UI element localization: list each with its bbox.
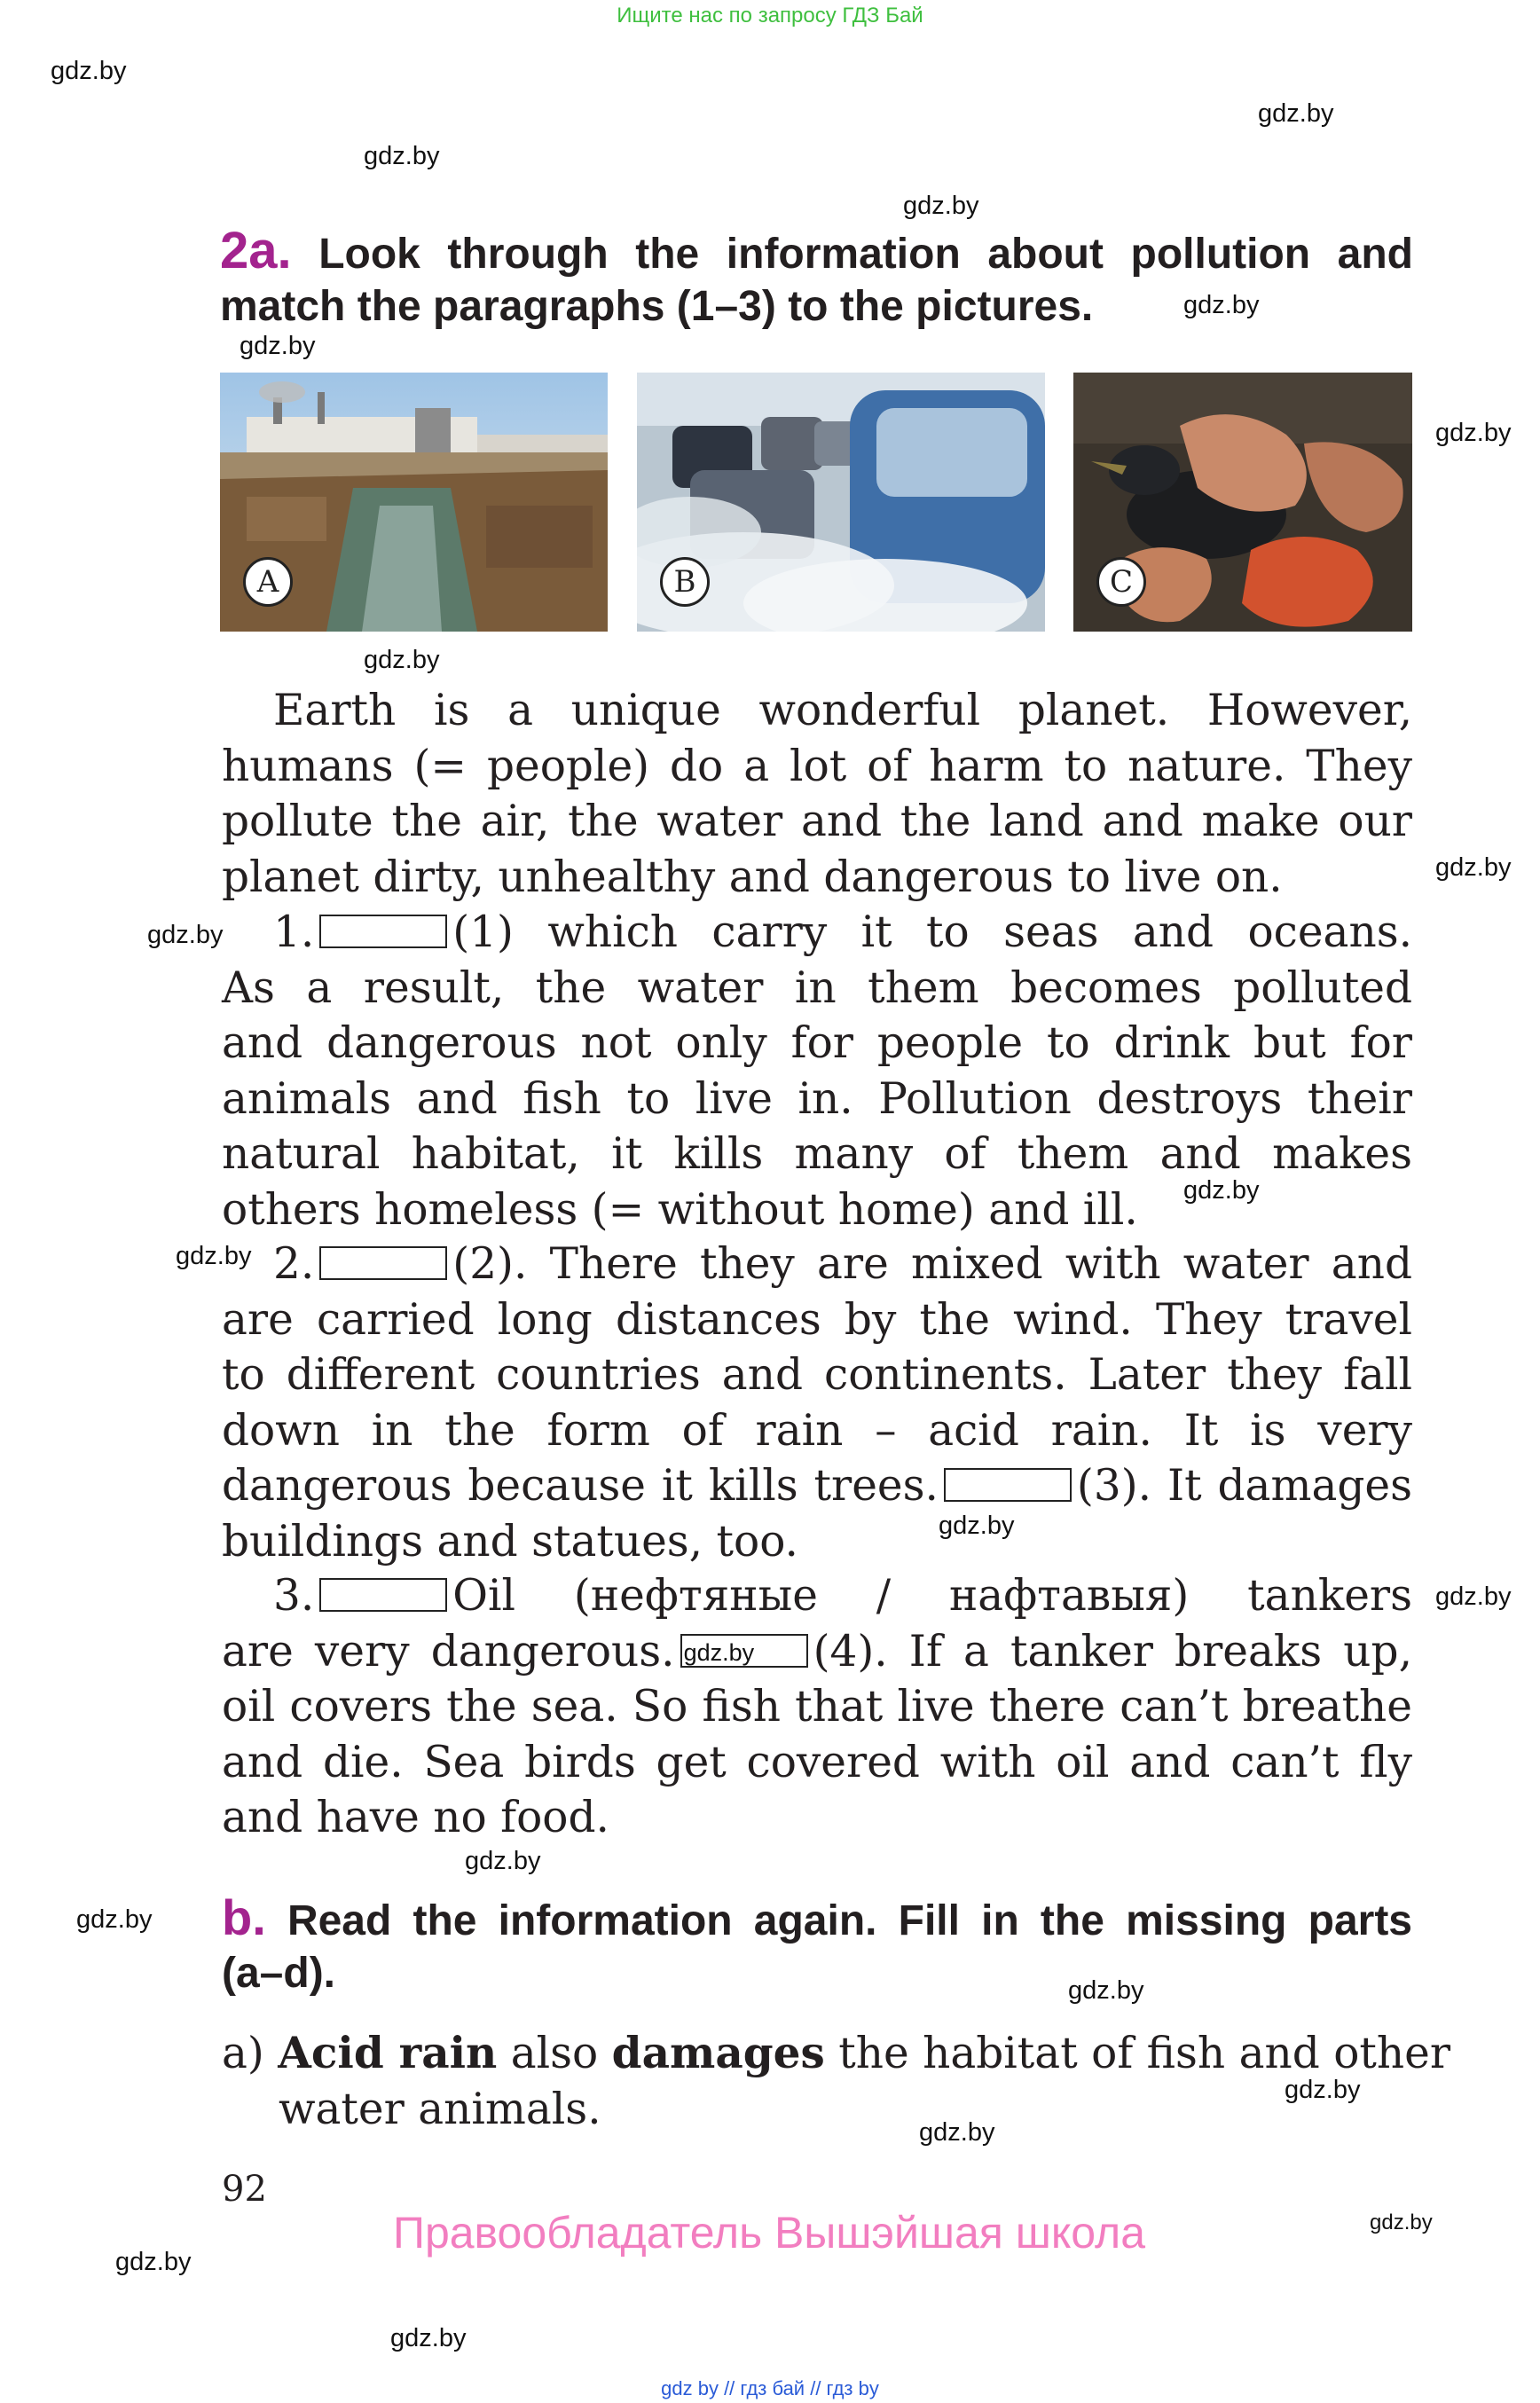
watermark: gdz.by [1183, 1176, 1260, 1205]
text-line: pollute the air, the water and the land and make our [222, 797, 1412, 846]
picture-a [220, 373, 608, 632]
text-line: animals and fish to live in. Pollution destroys their [222, 1073, 1412, 1124]
watermark: gdz.by [364, 646, 440, 674]
paragraph-text: (3). It damages [1076, 1461, 1412, 1511]
watermark: gdz.by [465, 1847, 541, 1875]
paragraph-text: (2). There they are mixed with water and [452, 1239, 1412, 1289]
paragraph-1 [222, 905, 1412, 1237]
exercise-b-heading [222, 1891, 1412, 1999]
page-number: 92 [222, 2169, 267, 2210]
paragraph-text: are very dangerous. [222, 1626, 675, 1677]
text-line: natural habitat, it kills many of them and makes [222, 1129, 1412, 1179]
exercise-2a-heading [220, 224, 1413, 333]
blank-box-3 [944, 1468, 1072, 1502]
blank-box-1 [319, 915, 447, 948]
watermark: gdz.by [390, 2324, 467, 2352]
text-line: down in the form of rain – acid rain. It is very [222, 1405, 1412, 1456]
paragraph-2 [222, 1237, 1412, 1569]
watermark: gdz.by [683, 1638, 755, 1666]
watermark: gdz.by [1285, 2076, 1361, 2104]
text-line [222, 1237, 1412, 1292]
text-line: oil covers the sea. So fish that live there can’t breathe [222, 1682, 1412, 1732]
text-line [222, 905, 1412, 961]
blank-box-2 [319, 1246, 447, 1280]
text-line: are carried long distances by the wind. They travel [222, 1294, 1412, 1345]
picture-c [1073, 373, 1412, 632]
answer-text: the habitat of fish and other [838, 2029, 1451, 2078]
text-line: water animals. [279, 2084, 601, 2134]
picture-label: C [1096, 557, 1146, 607]
answer-text: also [510, 2029, 599, 2078]
watermark: gdz.by [240, 332, 316, 360]
watermark: gdz.by [176, 1242, 252, 1270]
paragraph-number: 2. [273, 1239, 315, 1289]
watermark: gdz.by [1183, 291, 1260, 319]
watermark: gdz.by [903, 192, 979, 220]
text-line: planet dirty, unhealthy and dangerous to live on. [222, 852, 1283, 902]
answer-a [222, 2026, 1451, 2137]
instruction-text: (a–d). [222, 1950, 336, 1997]
bold-term: damages [611, 2028, 825, 2078]
paragraph-number: 1. [273, 907, 315, 957]
watermark: gdz.by [115, 2248, 192, 2276]
watermark: gdz.by [1435, 853, 1512, 882]
instruction-text: Look through the information about pollution and [318, 231, 1413, 278]
top-search-note: Ищите нас по запросу ГДЗ Бай [617, 4, 923, 27]
text-line: and die. Sea birds get covered with oil and can’t fly [222, 1737, 1412, 1787]
bold-term: Acid rain [278, 2028, 498, 2078]
footer-links[interactable]: gdz by // гдз бай // гдз by [661, 2377, 879, 2399]
intro-paragraph [222, 683, 1412, 905]
text-line: and dangerous not only for people to drink but for [222, 1018, 1412, 1068]
text-line [222, 2026, 1451, 2082]
blank-box-4 [319, 1578, 447, 1612]
picture-label: B [660, 557, 710, 607]
watermark: gdz.by [1435, 1582, 1512, 1611]
text-line: to different countries and continents. Later they fall [222, 1350, 1412, 1400]
watermark: gdz.by [51, 57, 127, 85]
watermark: gdz.by [1068, 1976, 1144, 2005]
text-line [222, 1568, 1412, 1624]
text-line: others homeless (= without home) and ill. [222, 1184, 1138, 1235]
watermark: gdz.by [364, 142, 440, 170]
watermark: gdz.by [76, 1905, 153, 1934]
watermark: gdz.by [1258, 99, 1334, 128]
instruction-text: match the paragraphs (1–3) to the pictures. [220, 283, 1094, 330]
text-line: and have no food. [222, 1793, 609, 1842]
paragraph-text: dangerous because it kills trees. [222, 1461, 939, 1511]
text-line: humans (= people) do a lot of harm to nature. They [222, 741, 1412, 791]
text-line [222, 1624, 1412, 1680]
text-line: Earth is a unique wonderful planet. However, [273, 686, 1412, 735]
rights-holder: Правообладатель Вышэйшая школа [393, 2208, 1145, 2258]
picture-label: A [243, 557, 293, 607]
text-line: As a result, the water in them becomes polluted [222, 962, 1412, 1013]
watermark: gdz.by [1435, 419, 1512, 447]
paragraph-text: (4). If a tanker breaks up, [813, 1626, 1412, 1677]
paragraph-3 [222, 1568, 1412, 1846]
watermark: gdz.by [1370, 2211, 1433, 2234]
exercise-number: 2a. [220, 222, 292, 279]
text-line [222, 1458, 1412, 1514]
answer-label: a) [222, 2029, 264, 2078]
paragraph-text: Oil (нефтяные / нафтавыя) tankers [452, 1571, 1412, 1621]
watermark: gdz.by [919, 2118, 995, 2147]
paragraph-number: 3. [273, 1571, 315, 1621]
instruction-text: Read the information again. Fill in the missing parts [287, 1897, 1413, 1944]
exercise-number: b. [222, 1889, 266, 1945]
watermark: gdz.by [147, 921, 224, 949]
picture-b [637, 373, 1045, 632]
blank-box-5 [680, 1634, 808, 1668]
paragraph-text: (1) which carry it to seas and oceans. [452, 907, 1412, 957]
watermark: gdz.by [939, 1512, 1015, 1540]
text-line: buildings and statues, too. [222, 1516, 798, 1567]
